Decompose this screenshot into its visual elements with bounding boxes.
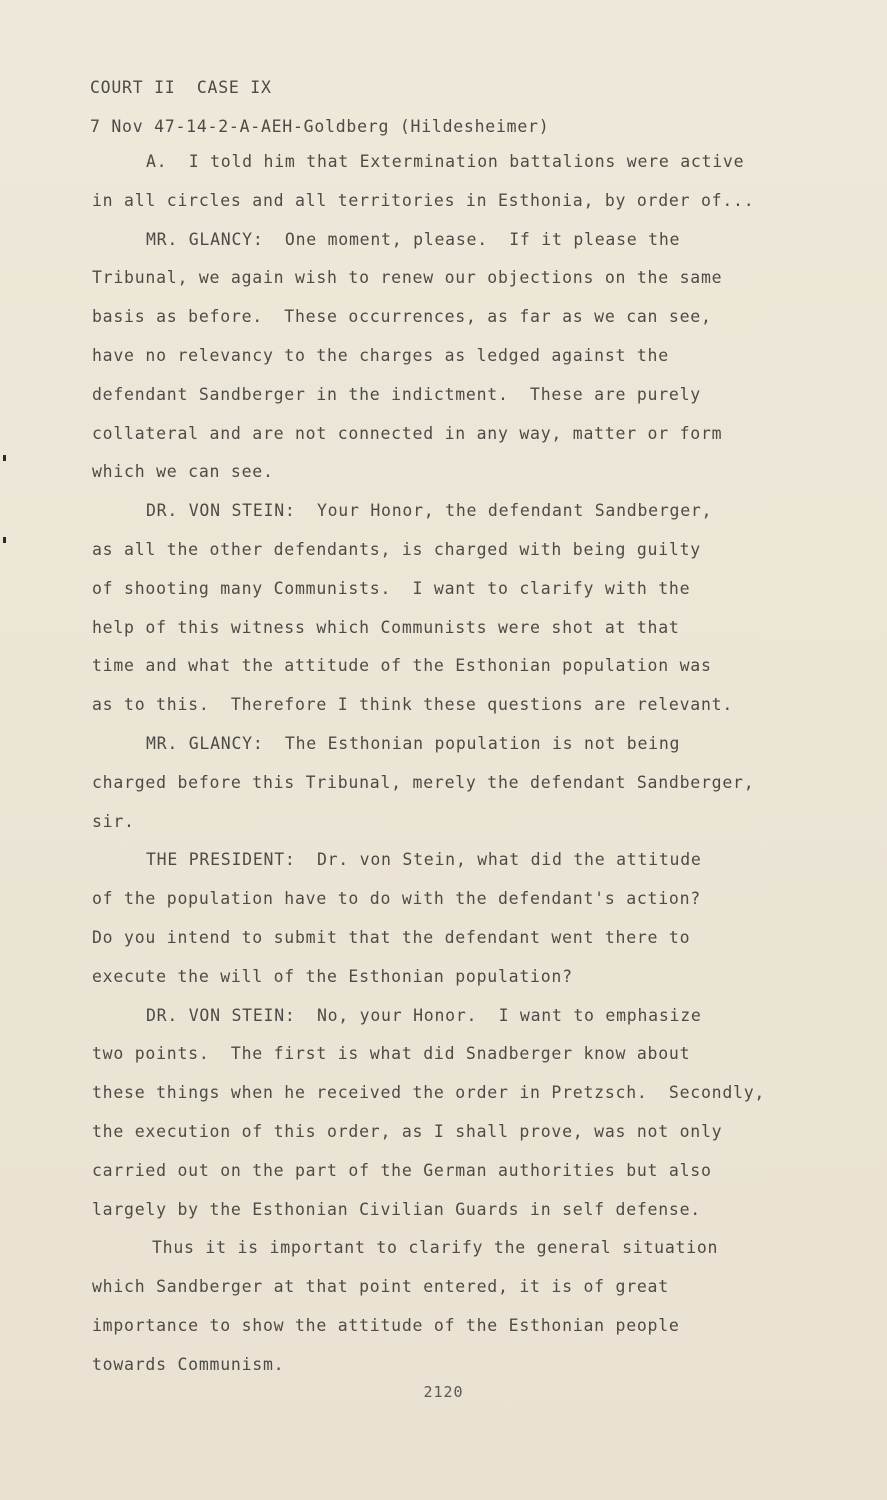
transcript-line: of shooting many Communists. I want to clarify with the xyxy=(92,578,691,598)
transcript-line: which Sandberger at that point entered, it is of great xyxy=(92,1277,669,1297)
transcript-body xyxy=(92,150,852,1392)
header-session-info: 7 Nov 47-14-2-A-AEH-Goldberg (Hildesheimer) xyxy=(90,116,550,136)
transcript-line: basis as before. These occurrences, as far as we can see, xyxy=(92,307,712,327)
transcript-line: help of this witness which Communists were shot at that xyxy=(92,617,680,637)
transcript-line: Tribunal, we again wish to renew our objections on the same xyxy=(92,268,723,288)
binding-mark xyxy=(3,537,6,543)
page-number: 2120 xyxy=(423,1383,464,1401)
document-header xyxy=(90,76,549,154)
transcript-line: MR. GLANCY: One moment, please. If it please the xyxy=(146,229,681,249)
transcript-line: Thus it is important to clarify the general situation xyxy=(152,1238,719,1258)
transcript-line: these things when he received the order in Pretzsch. Secondly, xyxy=(92,1083,766,1103)
binding-mark xyxy=(3,455,6,461)
transcript-line: charged before this Tribunal, merely the defendant Sandberger, xyxy=(92,772,755,792)
transcript-line: the execution of this order, as I shall prove, was not only xyxy=(92,1121,723,1141)
transcript-line: DR. VON STEIN: Your Honor, the defendant Sandberger, xyxy=(146,501,713,521)
transcript-line: MR. GLANCY: The Esthonian population is not being xyxy=(146,733,681,753)
transcript-line: time and what the attitude of the Esthonian population was xyxy=(92,656,712,676)
transcript-line: THE PRESIDENT: Dr. von Stein, what did the attitude xyxy=(146,850,702,870)
transcript-line: collateral and are not connected in any way, matter or form xyxy=(92,423,723,443)
transcript-line: A. I told him that Extermination battalions were active xyxy=(146,152,745,171)
transcript-line: importance to show the attitude of the Esthonian people xyxy=(92,1315,680,1335)
transcript-line: which we can see. xyxy=(92,462,274,482)
transcript-line: Do you intend to submit that the defendant went there to xyxy=(92,927,691,947)
transcript-line: execute the will of the Esthonian population? xyxy=(92,966,573,986)
header-court-case: COURT II CASE IX xyxy=(90,78,272,97)
transcript-line: largely by the Esthonian Civilian Guards in self defense. xyxy=(92,1199,701,1219)
transcript-line: sir. xyxy=(92,811,135,831)
transcript-line: defendant Sandberger in the indictment. These are purely xyxy=(92,384,701,404)
transcript-line: as all the other defendants, is charged with being guilty xyxy=(92,539,701,559)
transcript-line: of the population have to do with the defendant's action? xyxy=(92,889,701,909)
transcript-line: towards Communism. xyxy=(92,1354,285,1374)
transcript-line: carried out on the part of the German authorities but also xyxy=(92,1160,712,1180)
transcript-line: DR. VON STEIN: No, your Honor. I want to emphasize xyxy=(146,1005,702,1025)
transcript-line: as to this. Therefore I think these questions are relevant. xyxy=(92,695,734,715)
transcript-line: have no relevancy to the charges as ledged against the xyxy=(92,345,669,365)
transcript-line: two points. The first is what did Snadberger know about xyxy=(92,1044,691,1064)
transcript-line: in all circles and all territories in Esthonia, by order of... xyxy=(92,190,755,210)
